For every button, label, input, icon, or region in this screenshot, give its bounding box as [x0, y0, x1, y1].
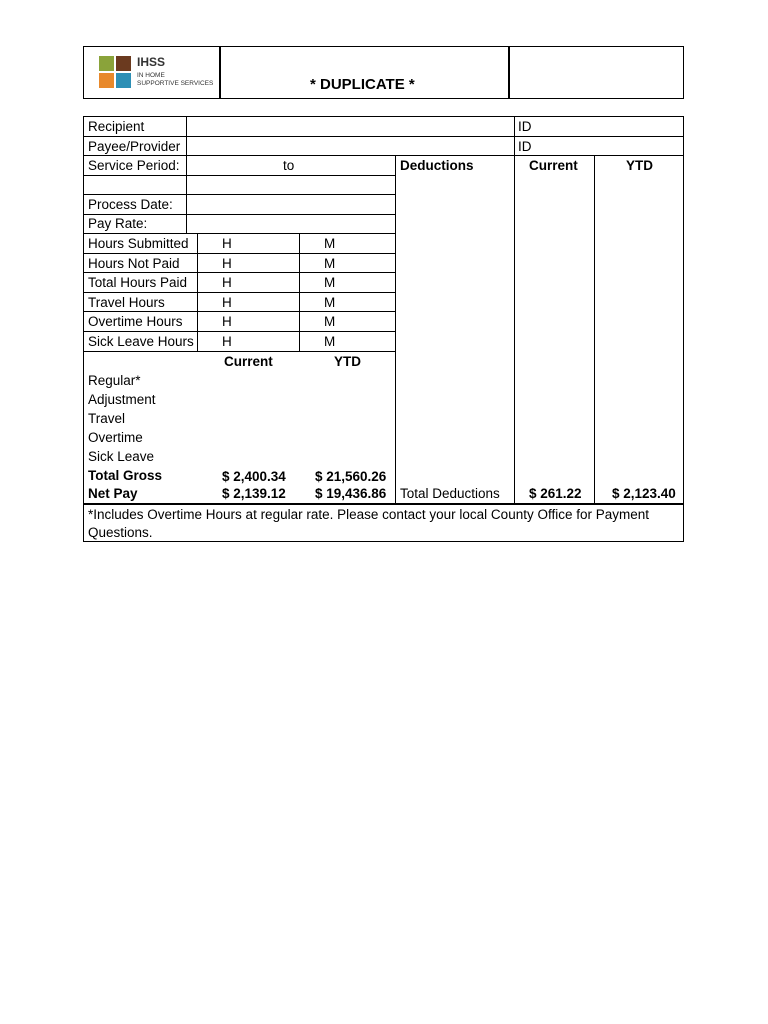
earnings-current-header: Current [224, 354, 273, 369]
hours-label: Sick Leave Hours [88, 334, 194, 349]
hours-label: Hours Submitted [88, 236, 189, 251]
col-line-hours-h [197, 233, 198, 351]
col-line-ytd [594, 155, 595, 503]
hours-label: Total Hours Paid [88, 275, 188, 290]
total-gross-ytd: $ 21,560.26 [315, 469, 387, 484]
logo-square-brown [116, 56, 131, 71]
earnings-row-label: Sick Leave [88, 449, 155, 464]
hours-label: Hours Not Paid [88, 256, 180, 271]
hours-m: M [324, 256, 336, 271]
provider-id-label: ID [518, 139, 532, 154]
logo-line-1: IN HOME [137, 72, 165, 79]
total-gross-label: Total Gross [88, 468, 163, 483]
total-gross-current: $ 2,400.34 [222, 469, 286, 484]
logo-square-blue [116, 73, 131, 88]
deductions-ytd-header: YTD [626, 158, 653, 173]
net-pay-label: Net Pay [88, 486, 138, 501]
process-date-label: Process Date: [88, 197, 173, 212]
col-line-deductions [395, 155, 396, 503]
hours-h: H [222, 256, 232, 271]
service-period-to: to [283, 158, 295, 173]
total-deductions-current: $ 261.22 [529, 486, 582, 501]
total-deductions-ytd: $ 2,123.40 [612, 486, 676, 501]
hours-label: Travel Hours [88, 295, 165, 310]
hours-h: H [222, 236, 232, 251]
row-line-service-period [83, 175, 395, 176]
total-deductions-label: Total Deductions [400, 486, 500, 501]
ihss-logo [99, 55, 214, 92]
col-line-id [514, 116, 515, 503]
hours-label: Overtime Hours [88, 314, 183, 329]
header-divider-right [508, 46, 510, 99]
logo-line-2: SUPPORTIVE SERVICES [137, 80, 214, 87]
service-period-label: Service Period: [88, 158, 180, 173]
earnings-ytd-header: YTD [334, 354, 361, 369]
earnings-row-label: Adjustment [88, 392, 156, 407]
recipient-id-label: ID [518, 119, 532, 134]
deductions-current-header: Current [529, 158, 578, 173]
hours-m: M [324, 295, 336, 310]
col-line-label [186, 116, 187, 234]
logo-square-orange [99, 73, 114, 88]
hours-m: M [324, 314, 336, 329]
hours-h: H [222, 334, 232, 349]
earnings-row-label: Travel [88, 411, 126, 426]
hours-m: M [324, 334, 336, 349]
hours-h: H [222, 314, 232, 329]
hours-h: H [222, 275, 232, 290]
hours-h: H [222, 295, 232, 310]
provider-label: Payee/Provider [88, 139, 181, 154]
footer-note-line-1: *Includes Overtime Hours at regular rate. Please contact your local County Office for Payment [88, 507, 650, 522]
header-divider-left [219, 46, 221, 99]
logo-name: IHSS [137, 55, 166, 69]
col-line-hours-m [299, 233, 300, 351]
earnings-row-label: Overtime [88, 430, 143, 445]
net-pay-current: $ 2,139.12 [222, 486, 286, 501]
document-title: * DUPLICATE * [310, 76, 415, 93]
net-pay-ytd: $ 19,436.86 [315, 486, 387, 501]
recipient-label: Recipient [88, 119, 145, 134]
footer-note-line-2: Questions. [88, 525, 153, 540]
hours-m: M [324, 236, 336, 251]
hours-m: M [324, 275, 336, 290]
pay-rate-label: Pay Rate: [88, 216, 148, 231]
deductions-header: Deductions [400, 158, 474, 173]
earnings-row-label: Regular* [88, 373, 141, 388]
logo-square-green [99, 56, 114, 71]
